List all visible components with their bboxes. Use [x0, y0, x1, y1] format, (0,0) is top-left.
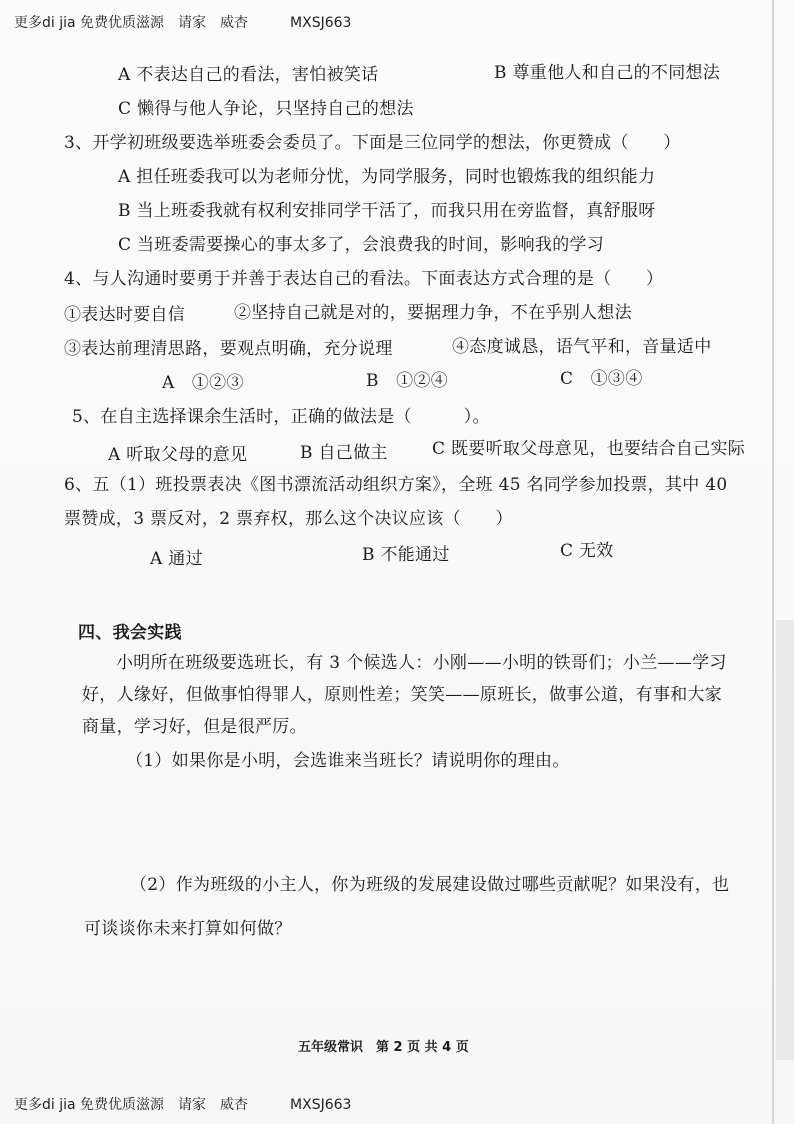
q4-item-1: ①表达时要自信 [64, 305, 186, 325]
q3-option-a: A 担任班委我可以为老师分忧，为同学服务，同时也锻炼我的组织能力 [118, 167, 656, 187]
q5-option-c: C 既要听取父母意见，也要结合自己实际 [432, 439, 746, 459]
q6-option-b: B 不能通过 [362, 545, 450, 565]
section-4-paragraph-line-2: 好，人缘好，但做事怕得罪人，原则性差；笑笑——原班长，做事公道，有事和大家 [82, 685, 723, 705]
q3-option-c: C 当班委需要操心的事太多了，会浪费我的时间，影响我的学习 [118, 235, 605, 255]
q5-option-a: A 听取父母的意见 [108, 445, 248, 465]
q6-option-c: C 无效 [560, 541, 614, 561]
watermark-bottom: 更多di jia 免费优质滋源 请家 威杏 MXSJ663 [14, 1097, 352, 1113]
section-4-paragraph-line-3: 商量，学习好，但是很严厉。 [82, 717, 307, 737]
q3-stem: 3、开学初班级要选举班委会委员了。下面是三位同学的想法，你更赞成（ ） [64, 133, 681, 153]
q5-stem: 5、在自主选择课余生活时，正确的做法是（ ）。 [72, 407, 490, 427]
section-4-title: 四、我会实践 [78, 623, 182, 643]
q4-stem: 4、与人沟通时要勇于并善于表达自己的看法。下面表达方式合理的是（ ） [64, 269, 664, 289]
q2-option-a: A 不表达自己的看法，害怕被笑话 [118, 65, 379, 85]
q6-stem-line-1: 6、五（1）班投票表决《图书漂流活动组织方案》，全班 45 名同学参加投票，其中 40 [64, 475, 728, 495]
q4-item-3: ③表达前理清思路，要观点明确，充分说理 [64, 339, 393, 359]
q2-option-b: B 尊重他人和自己的不同想法 [494, 63, 721, 83]
section-4-question-2-line-1: （2）作为班级的小主人，你为班级的发展建设做过哪些贡献呢？如果没有，也 [130, 875, 730, 895]
q3-option-b: B 当上班委我就有权利安排同学干活了，而我只用在旁监督，真舒服呀 [118, 201, 656, 221]
q2-option-c: C 懒得与他人争论，只坚持自己的想法 [118, 99, 414, 119]
scan-edge-line [772, 0, 774, 1124]
section-4-paragraph-line-1: 小明所在班级要选班长，有 3 个候选人：小刚——小明的铁哥们；小兰——学习 [116, 653, 727, 673]
q6-option-a: A 通过 [150, 549, 203, 569]
section-4-question-2-line-2: 可谈谈你未来打算如何做？ [84, 919, 292, 939]
q4-option-a: A ①②③ [162, 373, 244, 393]
section-4-question-1: （1）如果你是小明，会选谁来当班长？请说明你的理由。 [126, 751, 570, 771]
q4-item-4: ④态度诚恳，语气平和，音量适中 [452, 337, 712, 357]
q4-option-c: C ①③④ [560, 369, 643, 389]
scan-edge-shadow [776, 620, 794, 1060]
q6-stem-line-2: 票赞成，3 票反对，2 票弃权，那么这个决议应该（ ） [64, 509, 513, 529]
q5-option-b: B 自己做主 [300, 443, 388, 463]
q4-item-2: ②坚持自己就是对的，要据理力争，不在乎别人想法 [234, 303, 632, 323]
page-footer: 五年级常识 第 2 页 共 4 页 [298, 1040, 469, 1055]
q4-option-b: B ①②④ [366, 371, 448, 391]
watermark-top: 更多di jia 免费优质滋源 请家 威杏 MXSJ663 [14, 15, 352, 31]
